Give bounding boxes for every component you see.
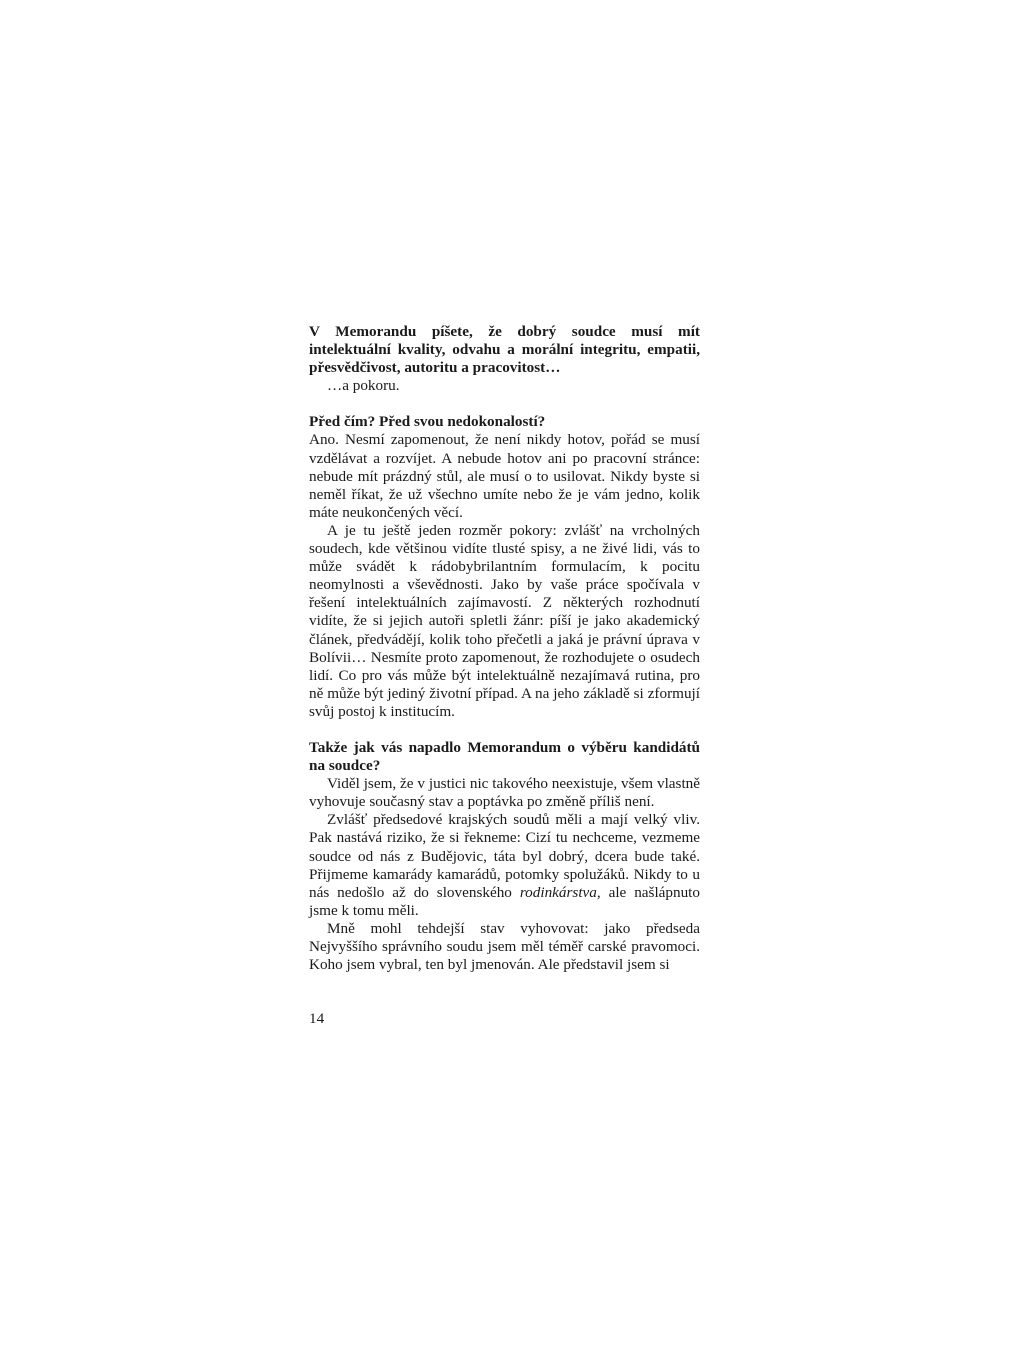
- answer-humility: …a pokoru.: [327, 377, 400, 395]
- answer-imperfection-paragraph-2: A je tu ještě jeden rozměr pokory: zvlášť na vrcholných soudech, kde většinou vidíte tlusté spisy, a ne živé lidi, vás to může svádět k rádobybrilantním formulacím, k pocitu neomylnosti a vševědnosti. Jako by vaše práce spočívala v řešení intelektuálních zajímavostí. Z některých rozhodnutí vidíte, že si jejich autoři spletli žánr: píší je jako akademický článek, předvádějí, kolik toho přečetli a jaká je právní úprava v Bolívii… Nesmíte proto zapomenout, že rozhodujete o osudech lidí. Co pro vás může být intelektuálně nezajímavá rutina, pro ně může být jediný životní případ. A na jeho základě si zformují svůj postoj k institucím.: [309, 521, 700, 720]
- answer-origin-paragraph-2: [309, 811, 700, 920]
- question-imperfection: Před čím? Před svou nedokonalostí?: [309, 413, 546, 431]
- section-gap: [309, 721, 700, 739]
- italic-term: rodinkárstva: [519, 883, 597, 901]
- answer-origin-paragraph-1: Viděl jsem, že v justici nic takového neexistuje, všem vlastně vyhovuje současný stav a poptávka po změně příliš není.: [309, 775, 700, 811]
- question-memorandum-qualities: V Memorandu píšete, že dobrý soudce musí mít intelektuální kvality, odvahu a morální integritu, empatii, přesvědčivost, autoritu a pracovitost…: [309, 323, 700, 377]
- section-gap: [309, 395, 700, 413]
- interview-text: [309, 323, 700, 974]
- paragraph-text-end: , ale našlápnuto jsme k tomu měli.: [309, 883, 700, 919]
- answer-origin-paragraph-3: Mně mohl tehdejší stav vyhovovat: jako předseda Nejvyššího správního soudu jsem měl téměř carské pravomoci. Koho jsem vybral, ten byl jmenován. Ale představil jsem si: [309, 919, 700, 974]
- page-number: 14: [309, 1010, 325, 1027]
- paragraph-text-start: Zvlášť předsedové krajských soudů měli a mají velký vliv. Pak nastává riziko, že si řekneme: Cizí tu nechceme, vezmeme soudce od nás z Budějovic, táta byl dobrý, dcera bude také. Přijmeme kamarády kamarádů, potomky spolužáků. Nikdy to u nás nedošlo až do slovenského: [309, 811, 700, 901]
- question-memorandum-origin: Takže jak vás napadlo Memorandum o výběru kandidátů na soudce?: [309, 738, 700, 775]
- answer-imperfection-paragraph-1: Ano. Nesmí zapomenout, že není nikdy hotov, pořád se musí vzdělávat a rozvíjet. A nebude hotov ani po pracovní stránce: nebude mít prázdný stůl, ale musí o to usilovat. Nikdy byste si neměl říkat, že už všechno umíte nebo že je vám jedno, kolik máte neukončených věcí.: [309, 431, 700, 521]
